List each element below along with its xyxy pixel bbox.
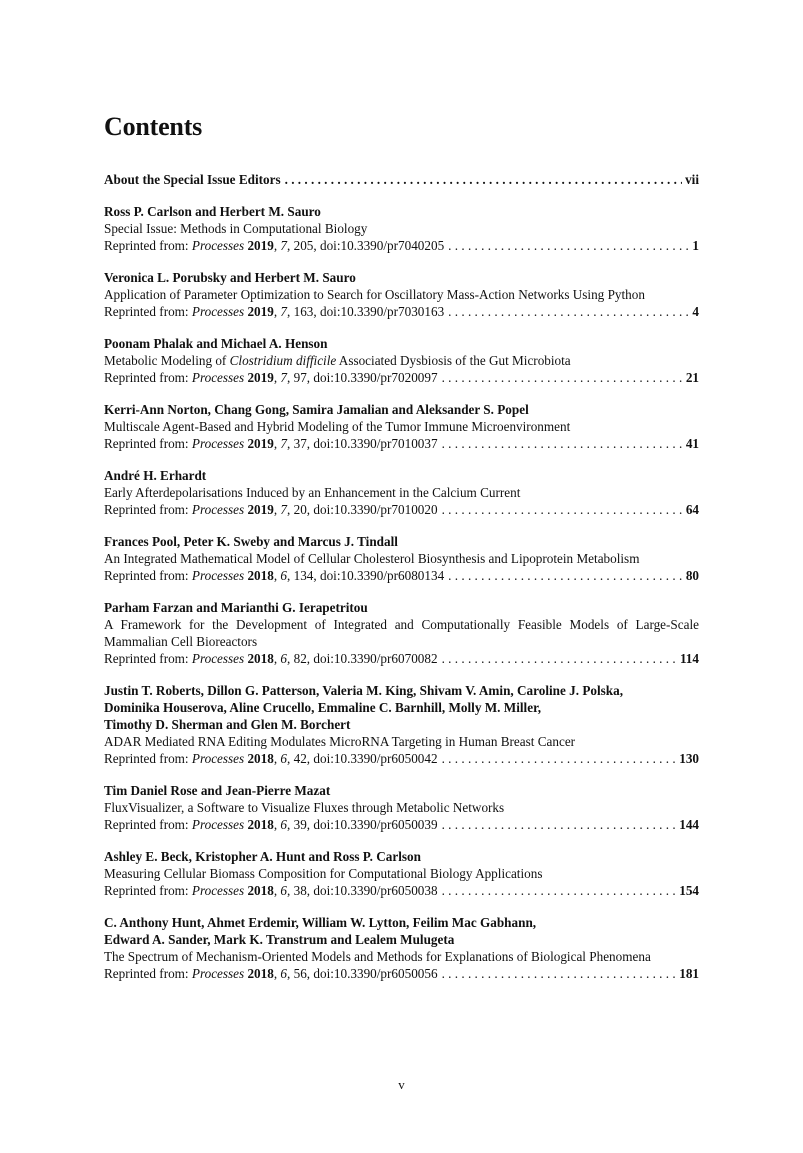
year: 2018	[247, 966, 274, 981]
year: 2019	[247, 304, 274, 319]
doi: doi:10.3390/pr6050039	[313, 817, 438, 832]
toc-entry[interactable]	[104, 335, 699, 386]
article-number: 38	[293, 883, 307, 898]
about-label: About the Special Issue Editors	[104, 172, 281, 187]
article-number: 42	[293, 751, 307, 766]
entry-authors-line: C. Anthony Hunt, Ahmet Erdemir, William W. Lytton, Feilim Mac Gabhann,	[104, 915, 537, 930]
reprinted-label: Reprinted from:	[104, 751, 192, 766]
year: 2019	[247, 502, 274, 517]
entry-authors-line: Edward A. Sander, Mark K. Transtrum and Lealem Mulugeta	[104, 932, 455, 947]
dot-leader	[442, 369, 683, 386]
entry-source	[104, 303, 699, 320]
page-number: 64	[685, 502, 699, 517]
entry-citation: Reprinted from: Processes 2018, 6, 82, doi:10.3390/pr6070082	[104, 651, 438, 666]
year: 2018	[247, 817, 274, 832]
article-number: 37	[293, 436, 307, 451]
journal-name: Processes	[191, 304, 245, 319]
doi: doi:10.3390/pr7010037	[313, 436, 438, 451]
page-number: 154	[679, 883, 699, 898]
entry-source	[104, 816, 699, 833]
journal-name: Processes	[191, 651, 245, 666]
entry-citation: Reprinted from: Processes 2019, 7, 163, doi:10.3390/pr7030163	[104, 304, 445, 319]
journal-name: Processes	[191, 966, 245, 981]
entry-title: A Framework for the Development of Integrated and Computationally Feasible Models of Large-Scale Mammalian Cell Bioreactors	[104, 617, 699, 649]
dot-leader	[442, 882, 677, 899]
dot-leader	[442, 816, 677, 833]
doi: doi:10.3390/pr6080134	[319, 568, 445, 583]
doi: doi:10.3390/pr6070082	[313, 651, 438, 666]
page-number: 181	[679, 966, 699, 981]
article-number: 39	[293, 817, 307, 832]
year: 2019	[247, 436, 274, 451]
article-number: 163	[293, 304, 314, 319]
dot-leader	[442, 435, 683, 452]
page-number: 4	[692, 304, 699, 319]
doi: doi:10.3390/pr7040205	[319, 238, 445, 253]
dot-leader	[285, 171, 682, 188]
entry-title: An Integrated Mathematical Model of Cellular Cholesterol Biosynthesis and Lipoprotein Metabolism	[104, 551, 640, 566]
entry-title: Early Afterdepolarisations Induced by an Enhancement in the Calcium Current	[104, 485, 521, 500]
journal-name: Processes	[191, 817, 245, 832]
entry-source	[104, 965, 699, 982]
entry-source	[104, 237, 699, 254]
entry-authors-line: Dominika Houserova, Aline Crucello, Emmaline C. Barnhill, Molly M. Miller,	[104, 700, 542, 715]
entry-authors: André H. Erhardt	[104, 468, 207, 483]
doi: doi:10.3390/pr6050042	[313, 751, 438, 766]
journal-name: Processes	[191, 568, 245, 583]
entry-authors-line: Justin T. Roberts, Dillon G. Patterson, Valeria M. King, Shivam V. Amin, Caroline J. Polska,	[104, 683, 624, 698]
page-number: 130	[679, 751, 699, 766]
entry-title	[104, 352, 699, 369]
dot-leader	[442, 650, 677, 667]
volume: 6	[280, 966, 288, 981]
entry-title-part: Metabolic Modeling of	[104, 353, 230, 368]
reprinted-label: Reprinted from:	[104, 238, 192, 253]
dot-leader	[448, 567, 683, 584]
entry-title-part: Associated Dysbiosis of the Gut Microbiota	[336, 353, 571, 368]
volume: 6	[280, 651, 288, 666]
volume: 6	[280, 751, 288, 766]
volume: 7	[280, 370, 288, 385]
entry-citation: Reprinted from: Processes 2018, 6, 56, doi:10.3390/pr6050056	[104, 966, 438, 981]
article-number: 97	[293, 370, 307, 385]
volume: 7	[280, 304, 288, 319]
journal-name: Processes	[191, 751, 245, 766]
journal-name: Processes	[191, 883, 245, 898]
volume: 7	[280, 502, 288, 517]
page-number: 144	[679, 817, 699, 832]
entry-citation: Reprinted from: Processes 2018, 6, 134, doi:10.3390/pr6080134	[104, 568, 445, 583]
doi: doi:10.3390/pr7020097	[313, 370, 438, 385]
page-title: Contents	[104, 112, 203, 141]
entry-source	[104, 369, 699, 386]
page-number: 21	[685, 370, 699, 385]
toc-entry[interactable]	[104, 914, 699, 982]
doi: doi:10.3390/pr6050038	[313, 883, 438, 898]
reprinted-label: Reprinted from:	[104, 502, 192, 517]
entry-authors-line: Timothy D. Sherman and Glen M. Borchert	[104, 717, 351, 732]
page-number: 1	[692, 238, 699, 253]
volume: 7	[280, 238, 288, 253]
journal-name: Processes	[191, 238, 245, 253]
doi: doi:10.3390/pr6050056	[313, 966, 438, 981]
toc-about-row[interactable]	[104, 171, 699, 188]
dot-leader	[448, 237, 688, 254]
entry-citation: Reprinted from: Processes 2018, 6, 42, doi:10.3390/pr6050042	[104, 751, 438, 766]
reprinted-label: Reprinted from:	[104, 883, 192, 898]
toc-entry[interactable]	[104, 848, 699, 899]
page-number: vii	[685, 172, 699, 187]
entry-authors: Kerri-Ann Norton, Chang Gong, Samira Jamalian and Aleksander S. Popel	[104, 402, 529, 417]
year: 2018	[247, 751, 274, 766]
entry-title-species: Clostridium difficile	[229, 353, 337, 368]
year: 2019	[247, 370, 274, 385]
toc-entry[interactable]	[104, 467, 699, 518]
toc-entry[interactable]	[104, 782, 699, 833]
doi: doi:10.3390/pr7030163	[319, 304, 445, 319]
toc-entry[interactable]	[104, 401, 699, 452]
dot-leader	[442, 750, 677, 767]
volume: 6	[280, 568, 288, 583]
entry-source	[104, 435, 699, 452]
year: 2018	[247, 568, 274, 583]
entry-title: The Spectrum of Mechanism-Oriented Models and Methods for Explanations of Biological Phenomena	[104, 949, 651, 964]
entry-source	[104, 650, 699, 667]
toc-entry[interactable]	[104, 682, 699, 767]
article-number: 20	[293, 502, 307, 517]
entry-authors: Ashley E. Beck, Kristopher A. Hunt and Ross P. Carlson	[104, 849, 421, 864]
entry-title: FluxVisualizer, a Software to Visualize Fluxes through Metabolic Networks	[104, 800, 505, 815]
entry-source	[104, 882, 699, 899]
toc-entry[interactable]	[104, 203, 699, 254]
reprinted-label: Reprinted from:	[104, 817, 192, 832]
dot-leader	[448, 303, 688, 320]
entry-title: Application of Parameter Optimization to Search for Oscillatory Mass-Action Networks Using Python	[104, 287, 645, 302]
reprinted-label: Reprinted from:	[104, 651, 192, 666]
entry-title: ADAR Mediated RNA Editing Modulates MicroRNA Targeting in Human Breast Cancer	[104, 734, 576, 749]
journal-name: Processes	[191, 370, 245, 385]
entry-authors: Frances Pool, Peter K. Sweby and Marcus J. Tindall	[104, 534, 398, 549]
reprinted-label: Reprinted from:	[104, 304, 192, 319]
footer-page-number: v	[398, 1077, 405, 1092]
entry-title: Measuring Cellular Biomass Composition for Computational Biology Applications	[104, 866, 543, 881]
entry-citation: Reprinted from: Processes 2019, 7, 20, doi:10.3390/pr7010020	[104, 502, 438, 517]
entry-citation: Reprinted from: Processes 2019, 7, 97, doi:10.3390/pr7020097	[104, 370, 438, 385]
page-number: 114	[679, 651, 699, 666]
dot-leader	[442, 965, 677, 982]
entry-authors: Parham Farzan and Marianthi G. Ierapetritou	[104, 600, 368, 615]
entry-list	[104, 203, 699, 982]
reprinted-label: Reprinted from:	[104, 966, 192, 981]
doi: doi:10.3390/pr7010020	[313, 502, 438, 517]
entry-title: Special Issue: Methods in Computational Biology	[104, 221, 368, 236]
article-number: 82	[293, 651, 307, 666]
toc-entry[interactable]	[104, 269, 699, 320]
year: 2018	[247, 651, 274, 666]
journal-name: Processes	[191, 502, 245, 517]
table-of-contents	[104, 171, 699, 997]
entry-citation: Reprinted from: Processes 2019, 7, 37, doi:10.3390/pr7010037	[104, 436, 438, 451]
entry-authors: Ross P. Carlson and Herbert M. Sauro	[104, 204, 321, 219]
reprinted-label: Reprinted from:	[104, 568, 192, 583]
page-number: 80	[685, 568, 699, 583]
year: 2018	[247, 883, 274, 898]
entry-authors: Veronica L. Porubsky and Herbert M. Sauro	[104, 270, 356, 285]
journal-name: Processes	[191, 436, 245, 451]
volume: 6	[280, 883, 288, 898]
year: 2019	[247, 238, 274, 253]
article-number: 134	[293, 568, 314, 583]
entry-citation: Reprinted from: Processes 2018, 6, 38, doi:10.3390/pr6050038	[104, 883, 438, 898]
volume: 6	[280, 817, 288, 832]
toc-entry[interactable]	[104, 533, 699, 584]
volume: 7	[280, 436, 288, 451]
entry-source	[104, 750, 699, 767]
entry-citation: Reprinted from: Processes 2019, 7, 205, doi:10.3390/pr7040205	[104, 238, 445, 253]
page-number: 41	[685, 436, 699, 451]
entry-authors: Poonam Phalak and Michael A. Henson	[104, 336, 328, 351]
entry-authors: Tim Daniel Rose and Jean-Pierre Mazat	[104, 783, 331, 798]
toc-entry[interactable]	[104, 599, 699, 667]
entry-source	[104, 501, 699, 518]
article-number: 56	[293, 966, 307, 981]
reprinted-label: Reprinted from:	[104, 436, 192, 451]
article-number: 205	[293, 238, 314, 253]
dot-leader	[442, 501, 683, 518]
entry-source	[104, 567, 699, 584]
entry-citation: Reprinted from: Processes 2018, 6, 39, doi:10.3390/pr6050039	[104, 817, 438, 832]
reprinted-label: Reprinted from:	[104, 370, 192, 385]
entry-title: Multiscale Agent-Based and Hybrid Modeling of the Tumor Immune Microenvironment	[104, 419, 571, 434]
